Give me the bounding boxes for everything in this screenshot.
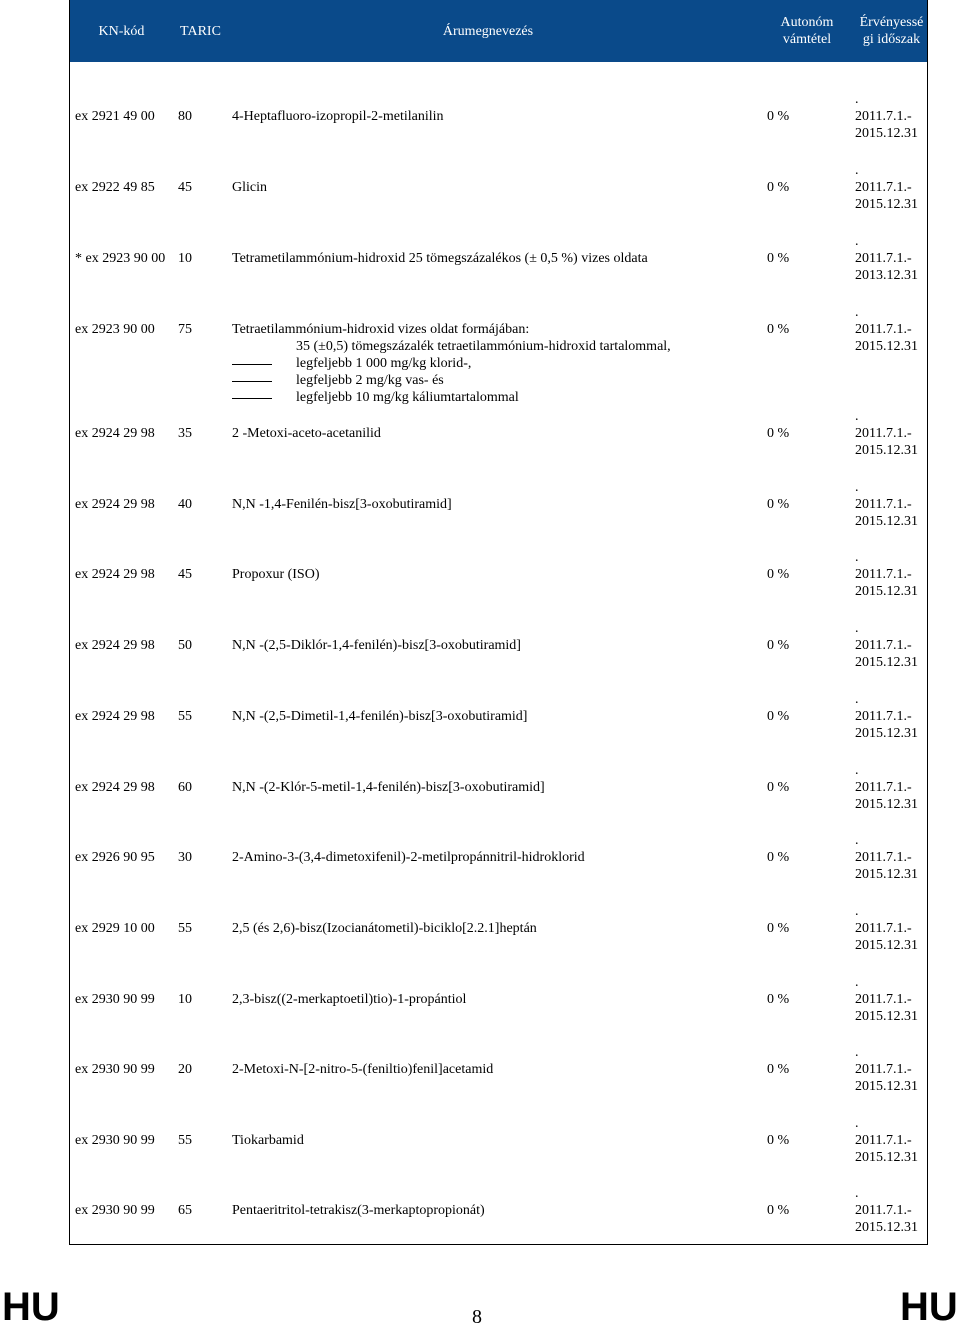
cell-validity [855,849,918,883]
description-text: Tetrametilammónium-hidroxid 25 tömegszázalékos (± 0,5 %) vizes oldata [232,251,648,266]
description-text: 2 -Metoxi-aceto-acetanilid [232,426,381,441]
subitem-text: 35 (±0,5) tömegszázalék tetraetilammónium-hidroxid tartalommal, [296,339,671,354]
cell-kn-code: ex 2923 90 00 [75,322,155,337]
validity-start: 2011.7.1.- [855,850,912,865]
validity-start: 2011.7.1.- [855,709,912,724]
cell-description [232,920,537,937]
cell-taric: 55 [178,709,192,724]
cell-taric: 30 [178,850,192,865]
separator-dot: . [855,92,859,107]
validity-start: 2011.7.1.- [855,1203,912,1218]
description-subitem [232,372,671,389]
cell-validity [855,637,918,671]
cell-validity [855,321,918,355]
validity-start: 2011.7.1.- [855,251,912,266]
cell-vat-rate: 0 % [767,1203,790,1218]
cell-taric: 45 [178,567,192,582]
separator-dot: . [855,1045,859,1060]
description-subitem [232,338,671,355]
cell-validity [855,496,918,530]
subitem-text: legfeljebb 10 mg/kg káliumtartalommal [296,390,519,405]
cell-vat-rate: 0 % [767,497,790,512]
cell-taric: 10 [178,251,192,266]
cell-description [232,108,444,125]
validity-end: 2015.12.31 [855,1150,918,1165]
cell-taric: 50 [178,638,192,653]
table-row [69,409,928,496]
footer-lang-right: HU [900,1285,958,1329]
validity-end: 2015.12.31 [855,197,918,212]
cell-validity [855,425,918,459]
cell-vat-rate: 0 % [767,322,790,337]
header-description: Árumegnevezés [442,23,534,39]
table-header [70,0,927,62]
table-row [69,480,928,567]
validity-start: 2011.7.1.- [855,1133,912,1148]
subitem-text: legfeljebb 1 000 mg/kg klorid-, [296,356,472,371]
cell-description [232,496,452,513]
separator-dot: . [855,550,859,565]
dash-marker [232,381,272,382]
cell-validity [855,779,918,813]
validity-start: 2011.7.1.- [855,497,912,512]
cell-kn-code: ex 2924 29 98 [75,497,155,512]
validity-end: 2015.12.31 [855,443,918,458]
validity-end: 2015.12.31 [855,867,918,882]
cell-description [232,708,527,725]
cell-description [232,1202,485,1219]
cell-validity [855,1202,918,1236]
cell-kn-code: ex 2922 49 85 [75,180,155,195]
description-text: Pentaeritritol-tetrakisz(3-merkaptopropionát) [232,1203,485,1218]
table-row [69,1186,928,1273]
separator-dot: . [855,305,859,320]
separator-dot: . [855,692,859,707]
description-text: N,N -(2-Klór-5-metil-1,4-fenilén)-bisz[3-oxobutiramid] [232,780,545,795]
description-text: Glicin [232,180,267,195]
validity-start: 2011.7.1.- [855,638,912,653]
table-row [69,234,928,321]
description-subitem [232,355,671,372]
cell-kn-code: ex 2924 29 98 [75,567,155,582]
description-text: 4-Heptafluoro-izopropil-2-metilanilin [232,109,444,124]
cell-validity [855,108,918,142]
cell-taric: 35 [178,426,192,441]
validity-end: 2015.12.31 [855,797,918,812]
cell-description [232,321,671,406]
cell-vat-rate: 0 % [767,180,790,195]
cell-description [232,566,320,583]
validity-end: 2015.12.31 [855,1079,918,1094]
cell-taric: 10 [178,992,192,1007]
cell-validity [855,991,918,1025]
description-text: 2-Amino-3-(3,4-dimetoxifenil)-2-metilpropánnitril-hidroklorid [232,850,585,865]
table-row [69,305,928,405]
validity-start: 2011.7.1.- [855,426,912,441]
header-validity: Érvényessé gi időszak [859,15,924,47]
cell-kn-code: ex 2929 10 00 [75,921,155,936]
validity-end: 2015.12.31 [855,514,918,529]
cell-kn-code: ex 2926 90 95 [75,850,155,865]
cell-validity [855,250,918,284]
cell-kn-code: ex 2924 29 98 [75,426,155,441]
cell-vat-rate: 0 % [767,992,790,1007]
description-subitem [232,389,671,406]
footer-lang-left: HU [2,1285,60,1329]
cell-validity [855,1061,918,1095]
description-text: N,N -(2,5-Dimetil-1,4-fenilén)-bisz[3-oxobutiramid] [232,709,528,724]
cell-taric: 60 [178,780,192,795]
validity-end: 2015.12.31 [855,584,918,599]
cell-validity [855,179,918,213]
cell-kn-code: ex 2930 90 99 [75,992,155,1007]
page-number: 8 [472,1306,482,1328]
cell-vat-rate: 0 % [767,921,790,936]
separator-dot: . [855,621,859,636]
description-text: Tiokarbamid [232,1133,304,1148]
separator-dot: . [855,975,859,990]
cell-taric: 55 [178,1133,192,1148]
separator-dot: . [855,234,859,249]
table-row [69,692,928,779]
cell-description [232,179,267,196]
cell-kn-code: ex 2924 29 98 [75,780,155,795]
header-taric: TARIC [180,23,221,39]
cell-kn-code: * ex 2923 90 00 [75,251,166,266]
cell-kn-code: ex 2924 29 98 [75,638,155,653]
cell-vat-rate: 0 % [767,850,790,865]
cell-kn-code: ex 2930 90 99 [75,1062,155,1077]
cell-vat-rate: 0 % [767,638,790,653]
cell-description [232,779,545,796]
separator-dot: . [855,833,859,848]
description-text: 2,3-bisz((2-merkaptoetil)tio)-1-propántiol [232,992,467,1007]
separator-dot: . [855,904,859,919]
cell-taric: 20 [178,1062,192,1077]
table-row [69,975,928,1062]
table-row [69,550,928,637]
validity-start: 2011.7.1.- [855,180,912,195]
cell-vat-rate: 0 % [767,251,790,266]
validity-start: 2011.7.1.- [855,992,912,1007]
separator-dot: . [855,163,859,178]
cell-validity [855,708,918,742]
validity-end: 2015.12.31 [855,726,918,741]
cell-validity [855,920,918,954]
validity-end: 2015.12.31 [855,1220,918,1235]
table-row [69,621,928,708]
cell-vat-rate: 0 % [767,780,790,795]
validity-start: 2011.7.1.- [855,322,912,337]
cell-description [232,250,648,267]
cell-kn-code: ex 2930 90 99 [75,1203,155,1218]
cell-kn-code: ex 2921 49 00 [75,109,155,124]
description-text: Tetraetilammónium-hidroxid vizes oldat formájában: [232,322,530,337]
validity-start: 2011.7.1.- [855,567,912,582]
validity-start: 2011.7.1.- [855,1062,912,1077]
table-row [69,163,928,250]
cell-validity [855,1132,918,1166]
description-text: 2,5 (és 2,6)-bisz(Izocianátometil)-biciklo[2.2.1]heptán [232,921,537,936]
separator-dot: . [855,1116,859,1131]
cell-description [232,849,585,866]
cell-description [232,1132,304,1149]
table-row [69,92,928,179]
table-row [69,1045,928,1132]
separator-dot: . [855,763,859,778]
table-row [69,833,928,920]
subitem-text: legfeljebb 2 mg/kg vas- és [296,373,444,388]
validity-start: 2011.7.1.- [855,109,912,124]
description-text: Propoxur (ISO) [232,567,320,582]
header-vat: Autonóm vámtétel [780,15,834,47]
dash-marker [232,398,272,399]
cell-taric: 55 [178,921,192,936]
validity-end: 2015.12.31 [855,655,918,670]
validity-start: 2011.7.1.- [855,921,912,936]
description-text: N,N -(2,5-Diklór-1,4-fenilén)-bisz[3-oxobutiramid] [232,638,521,653]
dash-marker [232,364,272,365]
cell-taric: 40 [178,497,192,512]
validity-end: 2015.12.31 [855,938,918,953]
cell-taric: 65 [178,1203,192,1218]
validity-end: 2015.12.31 [855,339,918,354]
cell-vat-rate: 0 % [767,1062,790,1077]
cell-vat-rate: 0 % [767,426,790,441]
validity-end: 2013.12.31 [855,268,918,283]
cell-description [232,991,466,1008]
header-kn: KN-kód [98,23,145,39]
cell-description [232,637,521,654]
validity-start: 2011.7.1.- [855,780,912,795]
validity-end: 2015.12.31 [855,1009,918,1024]
separator-dot: . [855,409,859,424]
cell-taric: 75 [178,322,192,337]
cell-vat-rate: 0 % [767,109,790,124]
cell-kn-code: ex 2930 90 99 [75,1133,155,1148]
separator-dot: . [855,1186,859,1201]
cell-kn-code: ex 2924 29 98 [75,709,155,724]
separator-dot: . [855,480,859,495]
cell-validity [855,566,918,600]
description-text: 2-Metoxi-N-[2-nitro-5-(feniltio)fenil]acetamid [232,1062,494,1077]
table-row [69,904,928,991]
table-row [69,1116,928,1203]
cell-taric: 45 [178,180,192,195]
cell-vat-rate: 0 % [767,567,790,582]
table-row [69,763,928,850]
cell-description [232,1061,493,1078]
validity-end: 2015.12.31 [855,126,918,141]
description-text: N,N -1,4-Fenilén-bisz[3-oxobutiramid] [232,497,452,512]
cell-taric: 80 [178,109,192,124]
cell-vat-rate: 0 % [767,709,790,724]
cell-description [232,425,381,442]
cell-vat-rate: 0 % [767,1133,790,1148]
